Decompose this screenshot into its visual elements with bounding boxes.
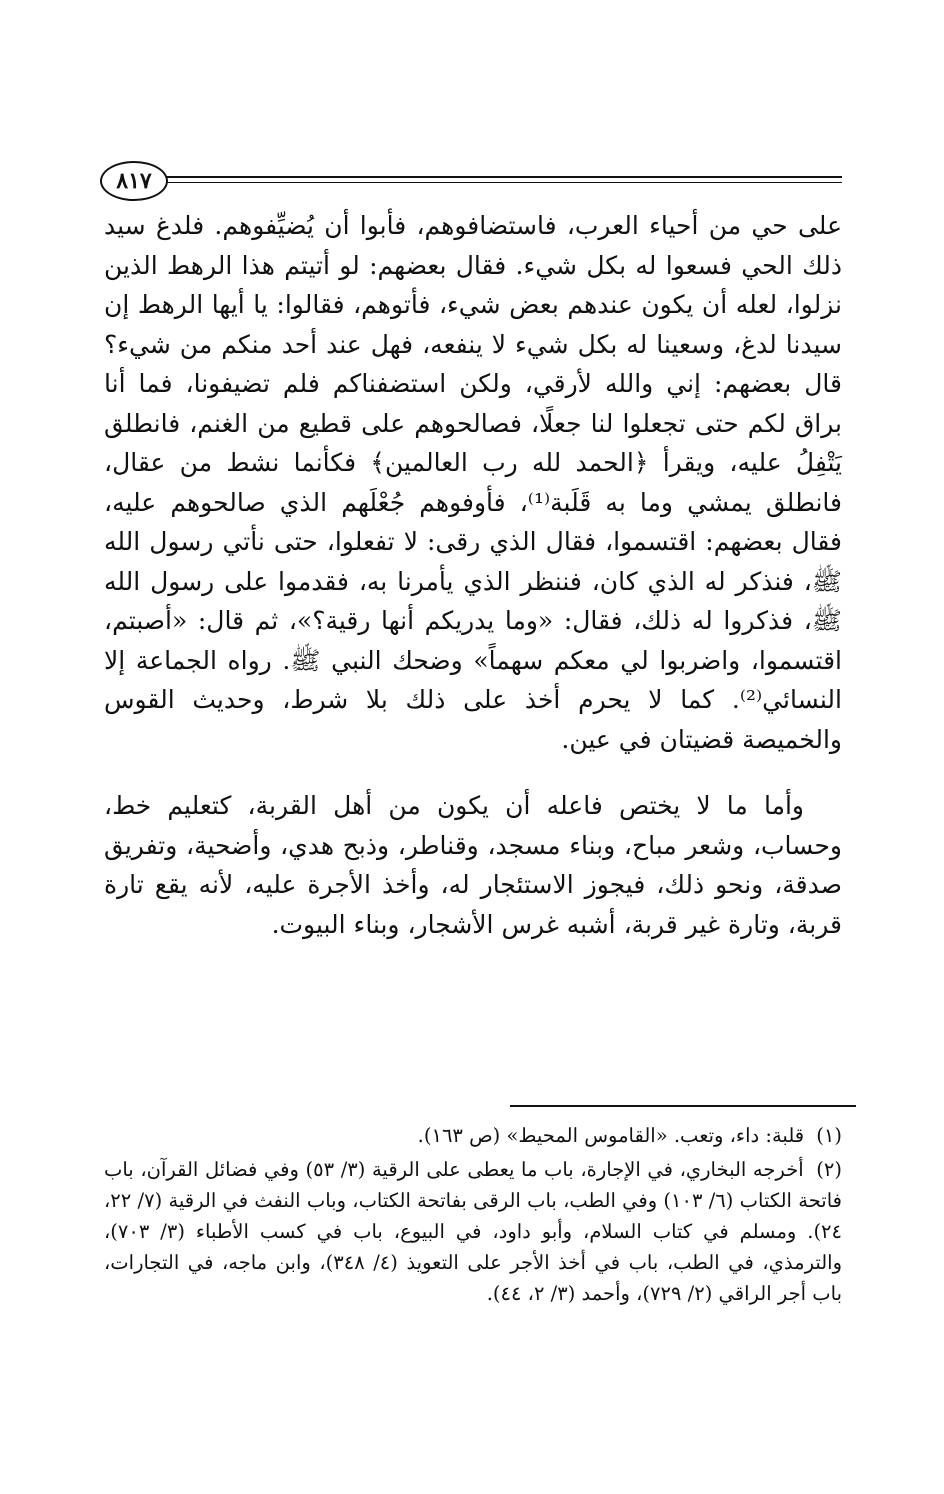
header-rule: [162, 176, 842, 178]
header-rule-thin: [162, 182, 842, 183]
footnote-text: أخرجه البخاري، في الإجارة، باب ما يعطى على الرقية (٣/ ٥٣) وفي فضائل القرآن، باب فاتحة الكتاب (٦/ ١٠٣) وفي الطب، باب الرقى بفاتحة الكتاب، وباب النفث في الرقية (٧/ ٢٢، ٢٤). ومسلم في كتاب السلام، وأبو داود، في البيوع، باب في كسب الأطباء (٣/ ٧٠٣)، والترمذي، في الطب، باب في أخذ الأجر على التعويذ (٤/ ٣٤٨)، وابن ماجه، في التجارات، باب أجر الراقي (٢/ ٧٢٩)، وأحمد (٣/ ٢، ٤٤).: [104, 1158, 842, 1305]
footnote-text: قلبة: داء، وتعب. «القاموس المحيط» (ص ١٦٣).: [417, 1124, 805, 1147]
page-number-badge: [100, 161, 168, 201]
paragraph: وأما ما لا يختص فاعله أن يكون من أهل القربة، كتعليم خط، وحساب، وشعر مباح، وبناء مسجد، وقناطر، وذبح هدي، وأضحية، وتفريق صدقة، ونحو ذلك، فيجوز الاستئجار له، وأخذ الأجرة عليه، لأنه يقع تارة قربة، وتارة غير قربة، أشبه غرس الأشجار، وبناء البيوت.: [104, 791, 842, 939]
footnote-marker: (٢): [816, 1158, 842, 1181]
paragraph: على حي من أحياء العرب، فاستضافوهم، فأبوا أن يُضيِّفوهم. فلدغ سيد ذلك الحي فسعوا له بكل شيء. فقال بعضهم: لو أتيتم هذا الرهط الذين نزلوا، لعله أن يكون عندهم بعض شيء، فأتوهم، فقالوا: يا أيها الرهط إن سيدنا لدغ، وسعينا له بكل شيء لا ينفعه، فهل عند أحد منكم من شيء؟ قال بعضهم: إني والله لأرقي، ولكن استضفناكم فلم تضيفونا، فما أنا براق لكم حتى تجعلوا لنا جعلًا، فصالحوهم على قطيع من الغنم، فانطلق يَتْفِلُ عليه، ويقرأ ﴿الحمد لله رب العالمين﴾ فكأنما نشط من عقال، فانطلق يمشي وما به قَلَبة⁽¹⁾، فأوفوهم جُعْلَهم الذي صالحوهم عليه، فقال بعضهم: اقتسموا، فقال الذي رقى: لا تفعلوا، حتى نأتي رسول الله ﷺ، فنذكر له الذي كان، فننظر الذي يأمرنا به، فقدموا على رسول الله ﷺ، فذكروا له ذلك، فقال: «وما يدريكم أنها رقية؟»، ثم قال: «أصبتم، اقتسموا، واضربوا لي معكم سهماً» وضحك النبي ﷺ. رواه الجماعة إلا النسائي⁽²⁾. كما لا يحرم أخذ على ذلك بلا شرط، وحديث القوس والخميصة قضيتان في عين.: [104, 211, 842, 754]
main-text: [104, 206, 842, 944]
footnote: [104, 1154, 842, 1309]
footnotes: [104, 1120, 842, 1312]
page-number: ٨١٧: [116, 168, 152, 194]
footnote-divider: [510, 1105, 856, 1107]
footnote: [104, 1120, 842, 1151]
footnote-marker: (١): [816, 1124, 842, 1147]
